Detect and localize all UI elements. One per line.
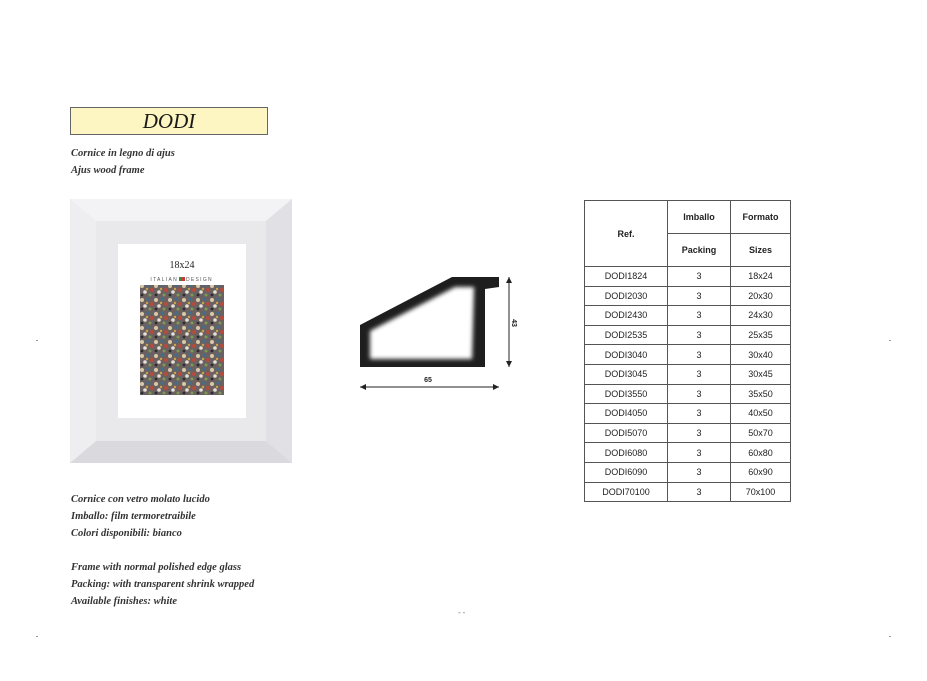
cell-size: 40x50	[731, 404, 791, 424]
cell-packing: 3	[668, 384, 731, 404]
cell-size: 35x50	[731, 384, 791, 404]
height-arrow-top	[506, 277, 512, 283]
brand-flag-red	[182, 277, 185, 281]
product-title-box	[70, 107, 268, 135]
cell-ref: DODI70100	[585, 482, 668, 502]
table-row	[585, 267, 791, 287]
header-packing: Packing	[668, 234, 731, 267]
description-en-line: Available finishes: white	[71, 596, 177, 607]
product-title: DODI	[142, 108, 196, 133]
profile-drawing	[352, 265, 522, 395]
cell-ref: DODI2535	[585, 325, 668, 345]
table-row	[585, 286, 791, 306]
height-arrow-bottom	[506, 361, 512, 367]
header-formato: Formato	[731, 201, 791, 234]
cell-packing: 3	[668, 345, 731, 365]
cell-ref: DODI1824	[585, 267, 668, 287]
cell-ref: DODI6090	[585, 462, 668, 482]
cell-ref: DODI6080	[585, 443, 668, 463]
cell-packing: 3	[668, 286, 731, 306]
cell-ref: DODI4050	[585, 404, 668, 424]
cell-packing: 3	[668, 364, 731, 384]
table-row	[585, 423, 791, 443]
width-arrow-right	[493, 384, 499, 390]
cell-packing: 3	[668, 423, 731, 443]
table-row	[585, 404, 791, 424]
cell-size: 70x100	[731, 482, 791, 502]
cell-packing: 3	[668, 306, 731, 326]
cell-ref: DODI2030	[585, 286, 668, 306]
header-sizes: Sizes	[731, 234, 791, 267]
table-row	[585, 443, 791, 463]
cell-packing: 3	[668, 404, 731, 424]
cell-ref: DODI3550	[585, 384, 668, 404]
cell-ref: DODI3045	[585, 364, 668, 384]
cell-size: 60x80	[731, 443, 791, 463]
table-row	[585, 345, 791, 365]
table-row	[585, 384, 791, 404]
cell-size: 18x24	[731, 267, 791, 287]
page-number: - -	[458, 608, 466, 617]
cell-size: 24x30	[731, 306, 791, 326]
cell-ref: DODI3040	[585, 345, 668, 365]
table-row	[585, 462, 791, 482]
crop-mark	[889, 636, 891, 637]
cell-ref: DODI2430	[585, 306, 668, 326]
table-row	[585, 306, 791, 326]
subtitle-english: Ajus wood frame	[71, 165, 145, 176]
cell-size: 30x45	[731, 364, 791, 384]
crop-mark	[36, 636, 38, 637]
product-photo	[70, 199, 292, 463]
subtitle-italian: Cornice in legno di ajus	[71, 148, 175, 159]
cell-packing: 3	[668, 482, 731, 502]
cell-size: 60x90	[731, 462, 791, 482]
artwork-image	[140, 285, 224, 395]
cell-ref: DODI5070	[585, 423, 668, 443]
description-it-line: Cornice con vetro molato lucido	[71, 494, 210, 505]
spec-table	[584, 200, 791, 502]
cell-size: 50x70	[731, 423, 791, 443]
brand-right-text: DESIGN	[186, 277, 213, 283]
table-row	[585, 482, 791, 502]
cell-size: 20x30	[731, 286, 791, 306]
brand-left-text: ITALIAN	[150, 277, 178, 283]
description-it-line: Colori disponibili: bianco	[71, 528, 182, 539]
brand-flag-green	[179, 277, 182, 281]
description-it-line: Imballo: film termoretraibile	[71, 511, 196, 522]
cell-size: 30x40	[731, 345, 791, 365]
header-imballo: Imballo	[668, 201, 731, 234]
table-row	[585, 364, 791, 384]
crop-mark	[889, 340, 891, 341]
width-label: 65	[424, 377, 432, 384]
cell-size: 25x35	[731, 325, 791, 345]
cell-packing: 3	[668, 325, 731, 345]
cell-packing: 3	[668, 267, 731, 287]
table-row	[585, 325, 791, 345]
header-ref: Ref.	[585, 201, 668, 267]
cell-packing: 3	[668, 443, 731, 463]
photo-size-label: 18x24	[169, 260, 195, 271]
description-en-line: Frame with normal polished edge glass	[71, 562, 242, 573]
height-label: 43	[510, 319, 517, 327]
cell-packing: 3	[668, 462, 731, 482]
description-en-line: Packing: with transparent shrink wrapped	[71, 579, 255, 590]
crop-mark	[36, 340, 38, 341]
width-arrow-left	[360, 384, 366, 390]
